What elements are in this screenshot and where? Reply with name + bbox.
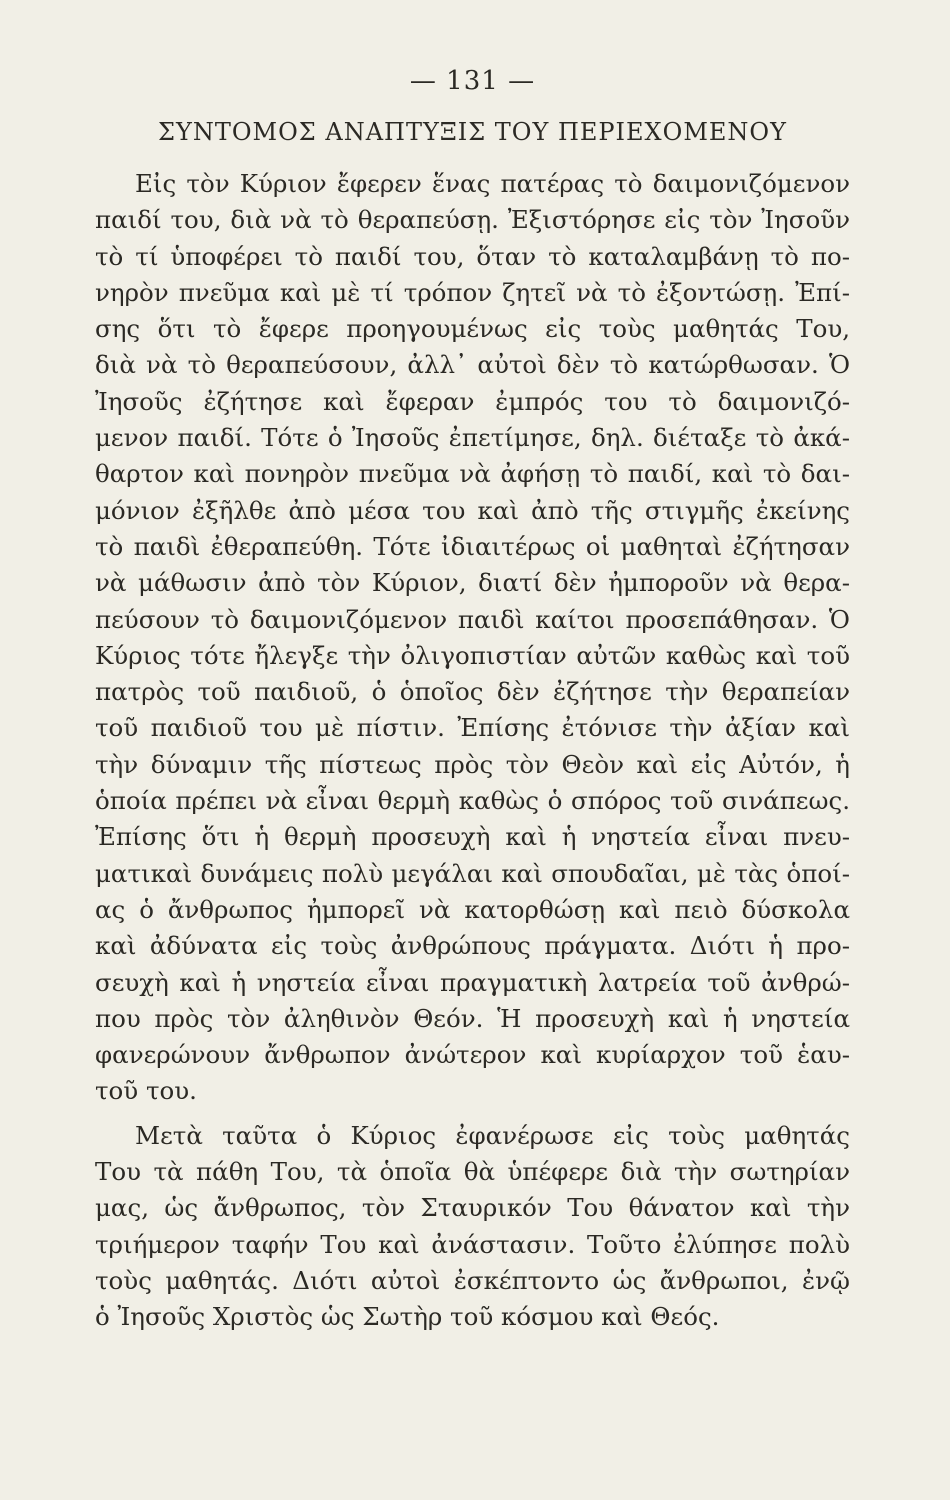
text-line: σης ὅτι τὸ ἔφερε προηγουμένως εἰς τοὺς μαθητάς Του, [95,314,850,344]
text-line: Εἰς τὸν Κύριον ἔφερεν ἕνας πατέρας τὸ δαιμονιζόμενον [135,169,850,198]
text-line: Του τὰ πάθη Του, τὰ ὁποῖα θὰ ὑπέφερε διὰ τὴν σωτηρίαν [95,1157,850,1187]
text-line: πεύσουν τὸ δαιμονιζόμενον παιδὶ καίτοι προσεπάθησαν. Ὁ [95,604,850,634]
paragraph-1 [95,166,850,1110]
text-line: πατρὸς τοῦ παιδιοῦ, ὁ ὁποῖος δὲν ἐζήτησε τὴν θεραπείαν [95,677,850,707]
text-line: νηρὸν πνεῦμα καὶ μὲ τί τρόπον ζητεῖ νὰ τὸ ἐξοντώσῃ. Ἐπί- [95,277,850,307]
text-line: Ἰησοῦς ἐζήτησε καὶ ἔφεραν ἐμπρός του τὸ δαιμονιζό- [95,386,850,416]
text-line: ὁποία πρέπει νὰ εἶναι θερμὴ καθὼς ὁ σπόρος τοῦ σινάπεως. [95,786,850,816]
text-line: τὴν δύναμιν τῆς πίστεως πρὸς τὸν Θεὸν καὶ εἰς Αὐτόν, ἡ [95,749,850,779]
page-number: — 131 — [409,66,536,96]
text-line: τοῦ παιδιοῦ του μὲ πίστιν. Ἐπίσης ἐτόνισε τὴν ἀξίαν καὶ [95,713,850,743]
text-line: σευχὴ καὶ ἡ νηστεία εἶναι πραγματικὴ λατρεία τοῦ ἀνθρώ- [95,967,850,997]
paragraph-2 [95,1118,850,1336]
text-line: καὶ ἀδύνατα εἰς τοὺς ἀνθρώπους πράγματα. Διότι ἡ προ- [95,931,850,961]
text-line: ὁ Ἰησοῦς Χριστὸς ὡς Σωτὴρ τοῦ κόσμου καὶ Θεός. [95,1302,720,1332]
text-line: ας ὁ ἄνθρωπος ἠμπορεῖ νὰ κατορθώσῃ καὶ πειὸ δύσκολα [95,894,850,924]
text-line: τριήμερον ταφήν Του καὶ ἀνάστασιν. Τοῦτο ἐλύπησε πολὺ [95,1229,850,1259]
text-line: Ἐπίσης ὅτι ἡ θερμὴ προσευχὴ καὶ ἡ νηστεία εἶναι πνευ- [95,822,850,852]
paragraph-spacer [95,1110,850,1118]
text-line: μενον παιδί. Τότε ὁ Ἰησοῦς ἐπετίμησε, δηλ. διέταξε τὸ ἀκά- [95,423,850,453]
text-line: Μετὰ ταῦτα ὁ Κύριος ἐφανέρωσε εἰς τοὺς μαθητάς [135,1120,850,1150]
text-line: τὸ παιδὶ ἐθεραπεύθη. Τότε ἰδιαιτέρως οἱ μαθηταὶ ἐζήτησαν [95,531,850,561]
text-line: θαρτον καὶ πονηρὸν πνεῦμα νὰ ἀφήσῃ τὸ παιδί, καὶ τὸ δαι- [95,459,850,489]
section-heading: ΣΥΝΤΟΜΟΣ ΑΝΑΠΤΥΞΙΣ ΤΟΥ ΠΕΡΙΕΧΟΜΕΝΟΥ [158,118,787,146]
text-line: τοὺς μαθητάς. Διότι αὐτοὶ ἐσκέπτοντο ὡς ἄνθρωποι, ἐνῷ [95,1265,850,1295]
text-line: τὸ τί ὑποφέρει τὸ παιδί του, ὅταν τὸ καταλαμβάνῃ τὸ πο- [95,241,850,271]
text-line: μόνιον ἐξῆλθε ἀπὸ μέσα του καὶ ἀπὸ τῆς στιγμῆς ἐκείνης [95,495,850,525]
text-line: ματικαὶ δυνάμεις πολὺ μεγάλαι καὶ σπουδαῖαι, μὲ τὰς ὁποί- [95,858,850,888]
text-line: τοῦ του. [95,1076,197,1106]
text-line: που πρὸς τὸν ἀληθινὸν Θεόν. Ἡ προσευχὴ καὶ ἡ νηστεία [95,1003,850,1033]
text-line: Κύριος τότε ἤλεγξε τὴν ὀλιγοπιστίαν αὐτῶν καθὼς καὶ τοῦ [95,640,850,670]
text-line: παιδί του, διὰ νὰ τὸ θεραπεύσῃ. Ἐξιστόρησε εἰς τὸν Ἰησοῦν [95,205,850,235]
text-line: φανερώνουν ἄνθρωπον ἀνώτερον καὶ κυρίαρχον τοῦ ἑαυ- [95,1040,850,1070]
text-line: διὰ νὰ τὸ θεραπεύσουν, ἀλλ᾽ αὐτοὶ δὲν τὸ κατώρθωσαν. Ὁ [95,350,850,380]
text-line: μας, ὡς ἄνθρωπος, τὸν Σταυρικόν Του θάνατον καὶ τὴν [95,1193,850,1223]
text-line: νὰ μάθωσιν ἀπὸ τὸν Κύριον, διατί δὲν ἠμποροῦν νὰ θερα- [95,568,850,598]
